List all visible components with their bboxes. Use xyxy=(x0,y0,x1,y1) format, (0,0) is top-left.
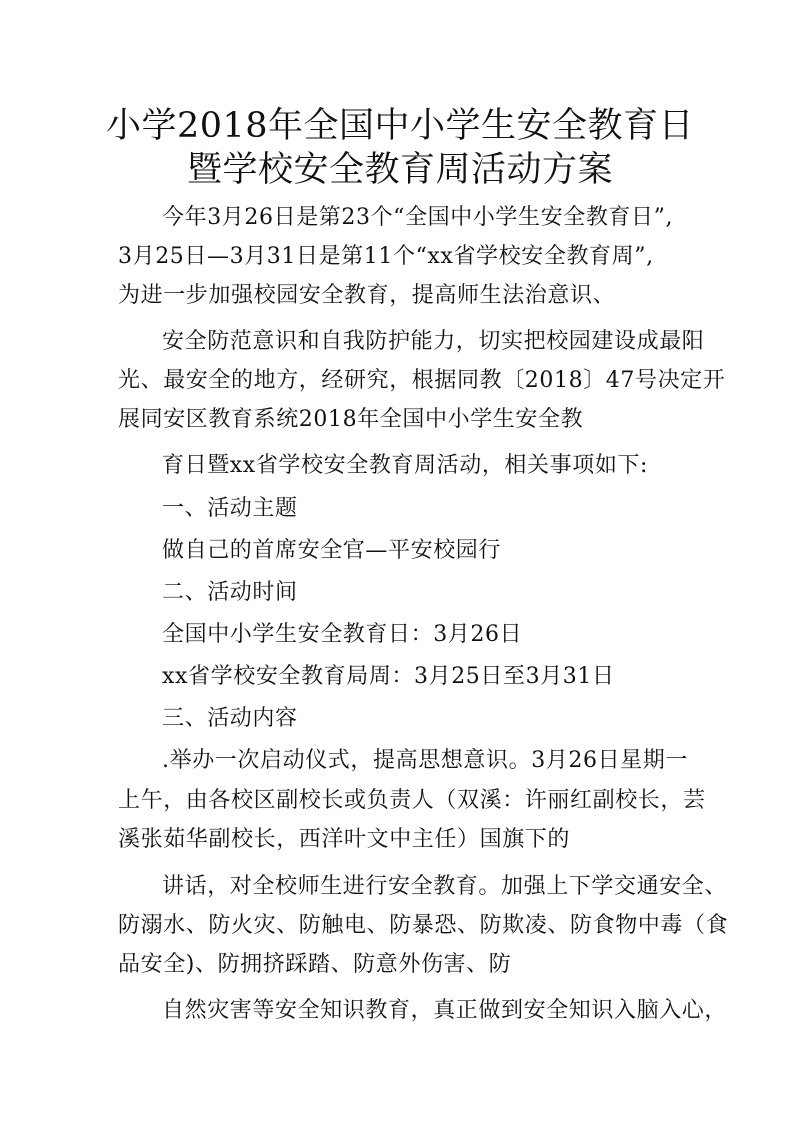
section-heading: 二、活动时间 xyxy=(162,580,298,605)
paragraph-line: 今年3月26日是第23个“全国中小学生安全教育日”, xyxy=(162,205,674,230)
paragraph-line: 安全防范意识和自我防护能力，切实把校园建设成最阳 xyxy=(162,329,705,354)
paragraph-line: 自然灾害等安全知识教育，真正做到安全知识入脑入心， xyxy=(162,998,728,1023)
paragraph-line: 溪张茹华副校长，西洋叶文中主任）国旗下的 xyxy=(118,827,571,852)
paragraph-line: 为进一步加强校园安全教育，提高师生法治意识、 xyxy=(118,283,616,308)
paragraph-line: 3月25日—3月31日是第11个“xx省学校安全教育周”, xyxy=(118,244,654,269)
paragraph-line: 光、最安全的地方，经研究，根据同教〔2018〕47号决定开 xyxy=(118,368,726,393)
paragraph-line: 上午，由各校区副校长或负责人（双溪：许丽红副校长，芸 xyxy=(118,788,706,813)
paragraph-line: 做自己的首席安全官—平安校园行 xyxy=(162,538,502,563)
section-heading: 三、活动内容 xyxy=(162,706,298,731)
paragraph-line: 品安全)、防拥挤踩踏、防意外伤害、防 xyxy=(118,952,512,977)
paragraph-line: 全国中小学生安全教育日：3月26日 xyxy=(162,622,523,647)
document-title-line-2: 暨学校安全教育周活动方案 xyxy=(186,150,613,190)
paragraph-line: 防溺水、防火灾、防触电、防暴恐、防欺凌、防食物中毒（食 xyxy=(118,913,729,938)
section-heading: 一、活动主题 xyxy=(162,496,298,521)
document-title-line-1: 小学2018年全国中小学生安全教育日 xyxy=(105,106,695,146)
paragraph-line: .举办一次启动仪式，提高思想意识。3月26日星期一 xyxy=(162,748,688,773)
paragraph-line: 育日暨xx省学校安全教育周活动，相关事项如下: xyxy=(162,453,649,478)
paragraph-line: 展同安区教育系统2018年全国中小学生安全教 xyxy=(118,407,584,432)
paragraph-line: 讲话，对全校师生进行安全教育。加强上下学交通安全、 xyxy=(162,874,728,899)
paragraph-line: xx省学校安全教育局周：3月25日至3月31日 xyxy=(162,664,615,689)
